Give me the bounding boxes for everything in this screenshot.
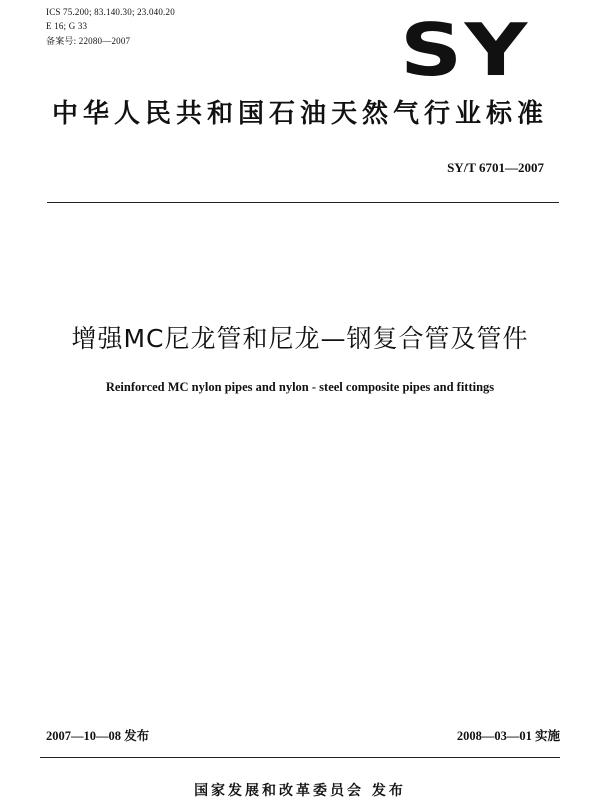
issuing-authority: 国家发展和改革委员会 发布 xyxy=(194,783,406,799)
footer-divider xyxy=(40,757,560,758)
standard-organization: 中华人民共和国石油天然气行业标准 xyxy=(51,99,548,129)
classification-code: E 16; G 33 xyxy=(46,21,88,31)
record-number: 备案号: 22080—2007 xyxy=(46,36,131,46)
title-english: Reinforced MC nylon pipes and nylon - steel composite pipes and fittings xyxy=(105,380,495,394)
header-divider xyxy=(47,202,559,203)
issue-date: 2007—10—08 发布 xyxy=(46,729,150,743)
sy-logo: SY xyxy=(400,8,530,92)
implementation-date: 2008—03—01 实施 xyxy=(456,729,560,743)
standard-number: SY/T 6701—2007 xyxy=(447,160,544,175)
title-chinese: 增强MC尼龙管和尼龙—钢复合管及管件 xyxy=(71,324,529,353)
ics-code: ICS 75.200; 83.140.30; 23.040.20 xyxy=(46,7,175,17)
